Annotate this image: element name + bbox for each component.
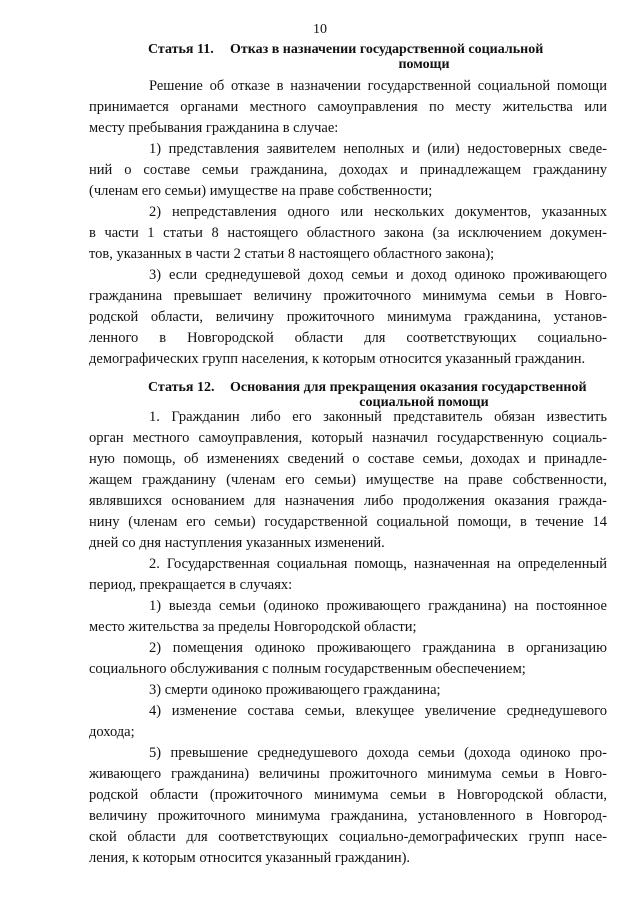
article-11-line: Решение об отказе в назначении государственной социальной помощи xyxy=(149,78,607,94)
article-11-line: (членам его семьи) имуществе на праве собственности; xyxy=(89,183,433,199)
page-number: 10 xyxy=(313,22,327,37)
article-11-number: Статья 11. xyxy=(148,42,214,57)
article-12-line: 1) выезда семьи (одиноко проживающего гражданина) на постоянное xyxy=(149,598,607,614)
article-12-line: ную помощь, об изменениях сведений о составе семьи, доходах и принадле- xyxy=(89,451,607,467)
article-11-line: ленного в Новгородской области для соответствующих социально- xyxy=(89,330,607,346)
article-12-line: величину прожиточного минимума гражданина, установленного в Новгород- xyxy=(89,808,607,824)
article-11-title-line-2: помощи xyxy=(398,57,450,72)
article-12-line: дней со дня наступления указанных изменений. xyxy=(89,535,385,551)
article-12-line: ской области для соответствующих социально-демографических групп насе- xyxy=(89,829,607,845)
article-11-line: демографических групп населения, к которым относится указанный гражданин. xyxy=(89,351,586,367)
article-11-line: гражданина превышает величину прожиточного минимума семьи в Новго- xyxy=(89,288,607,304)
article-12-line: 2) помещения одиноко проживающего гражданина в организацию xyxy=(149,640,607,656)
article-12-line: орган местного самоуправления, который назначил государственную социаль- xyxy=(89,430,607,446)
article-12-line: ления, к которым относится указанный гражданин). xyxy=(89,850,411,866)
article-12-line: нину (членам его семьи) государственной социальной помощи, в течение 14 xyxy=(89,514,607,530)
article-11-line: 2) непредставления одного или нескольких документов, указанных xyxy=(149,204,607,220)
article-12-heading xyxy=(148,380,618,410)
article-11-line: 3) если среднедушевой доход семьи и доход одиноко проживающего xyxy=(149,267,607,283)
article-12-title-line-1: Основания для прекращения оказания государственной xyxy=(230,380,587,395)
article-11-line: принимается органами местного самоуправления по месту жительства или xyxy=(89,99,607,115)
article-12-line: 1. Гражданин либо его законный представитель обязан известить xyxy=(149,409,607,425)
article-12-line: 5) превышение среднедушевого дохода семьи (дохода одиноко про- xyxy=(149,745,607,761)
article-11-title-line-1: Отказ в назначении государственной социальной xyxy=(230,42,544,57)
article-12-title-line-2: социальной помощи xyxy=(359,395,489,410)
article-12-line: жащем гражданину (членам его семьи) имуществе на праве собственности, xyxy=(89,472,607,488)
article-11-line: ний о составе семьи гражданина, доходах и принадлежащем гражданину xyxy=(89,162,607,178)
article-11-heading xyxy=(148,42,618,72)
article-11-line: родской области, величину прожиточного минимума гражданина, установ- xyxy=(89,309,607,325)
article-12-line: 4) изменение состава семьи, влекущее увеличение среднедушевого xyxy=(149,703,607,719)
article-12-line: родской области (прожиточного минимума семьи в Новгородской области, xyxy=(89,787,607,803)
article-11-line: в части 1 статьи 8 настоящего областного закона (за исключением докумен- xyxy=(89,225,607,241)
article-11-line: 1) представления заявителем неполных и (или) недостоверных сведе- xyxy=(149,141,607,157)
article-12-line: место жительства за пределы Новгородской области; xyxy=(89,619,417,635)
article-12-line: период, прекращается в случаях: xyxy=(89,577,293,593)
article-12-line: живающего гражданина) величины прожиточного минимума семьи в Новго- xyxy=(89,766,607,782)
article-12-line: 2. Государственная социальная помощь, назначенная на определенный xyxy=(149,556,607,572)
article-11-line: тов, указанных в части 2 статьи 8 настоящего областного закона); xyxy=(89,246,495,262)
article-12-number: Статья 12. xyxy=(148,380,215,395)
article-12-line: являвшихся основанием для назначения либо продолжения оказания гражда- xyxy=(89,493,607,509)
article-11-line: месту пребывания гражданина в случае: xyxy=(89,120,339,136)
article-12-line: социального обслуживания с полным государственным обеспечением; xyxy=(89,661,526,677)
article-12-line: 3) смерти одиноко проживающего гражданина; xyxy=(149,682,441,698)
article-12-line: дохода; xyxy=(89,724,135,740)
